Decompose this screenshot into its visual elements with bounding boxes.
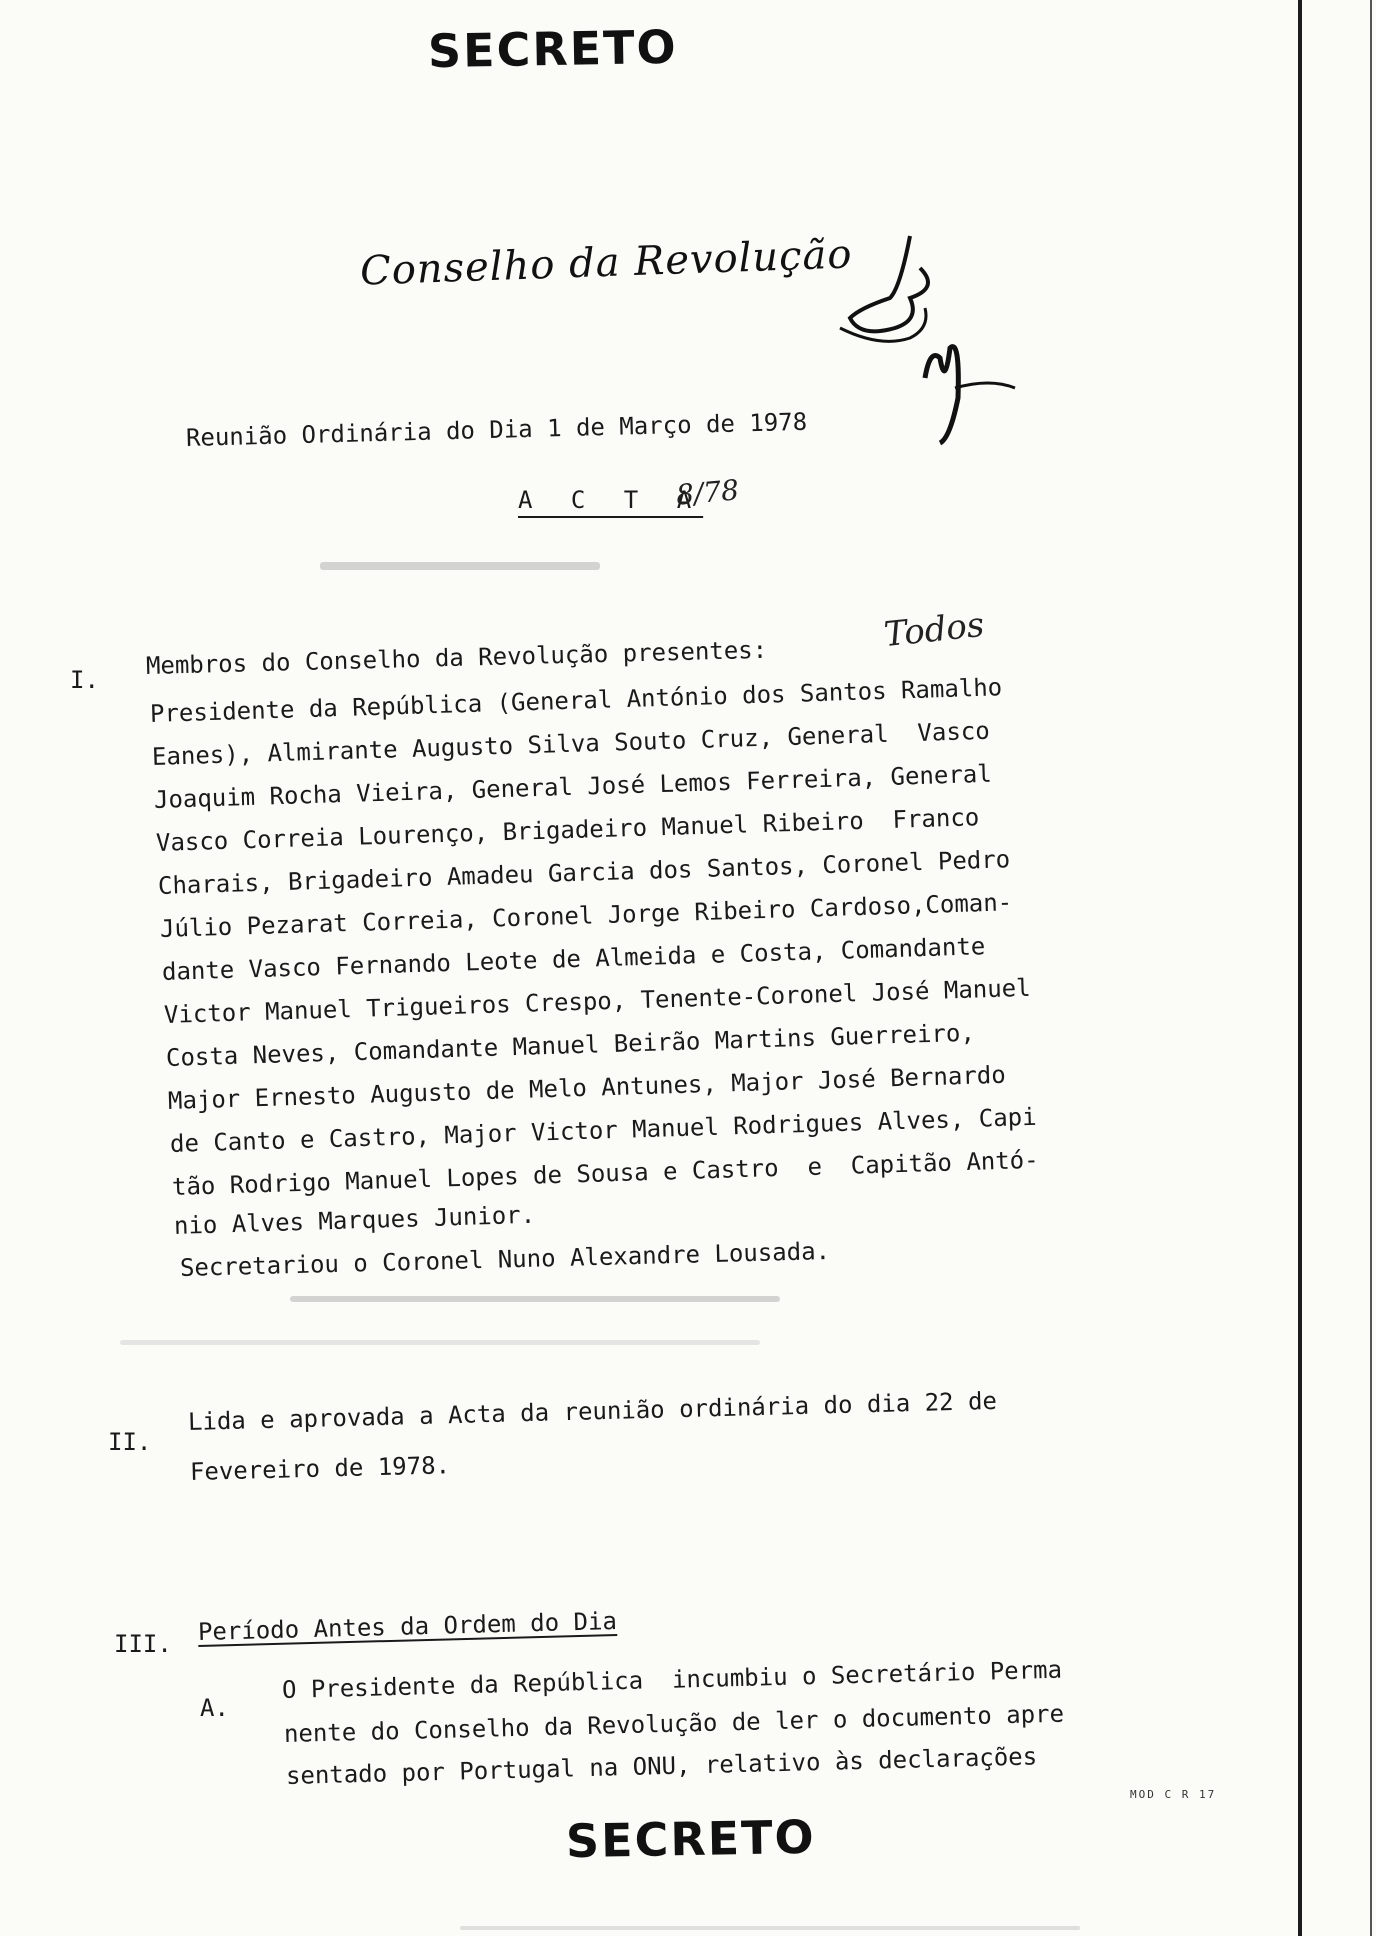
scan-smudge bbox=[120, 1340, 760, 1345]
section-i-line: Eanes), Almirante Augusto Silva Souto Cruz, General Vasco bbox=[151, 716, 991, 771]
section-i-line: nio Alves Marques Junior. bbox=[173, 1200, 536, 1240]
section-i-line: tão Rodrigo Manuel Lopes de Sousa e Castro e Capitão Antó- bbox=[171, 1145, 1039, 1201]
item-a-line: nente do Conselho da Revolução de ler o documento apre bbox=[283, 1699, 1065, 1748]
section-i-line: Major Ernesto Augusto de Melo Antunes, Major José Bernardo bbox=[167, 1060, 1007, 1115]
page-edge-fine-line bbox=[1370, 0, 1372, 1936]
section-i-line: dante Vasco Fernando Leote de Almeida e Costa, Comandante bbox=[161, 932, 986, 986]
scan-smudge bbox=[290, 1296, 780, 1302]
section-ii-line: Fevereiro de 1978. bbox=[189, 1451, 451, 1486]
form-code: MOD C R 17 bbox=[1130, 1788, 1217, 1801]
page-edge-line bbox=[1298, 0, 1302, 1936]
scan-smudge bbox=[460, 1926, 1080, 1930]
section-ii-number: II. bbox=[108, 1428, 152, 1456]
secret-stamp-top: SECRETO bbox=[427, 19, 679, 79]
section-i-number: I. bbox=[70, 666, 99, 694]
section-i-line: Charais, Brigadeiro Amadeu Garcia dos Santos, Coronel Pedro bbox=[157, 845, 1011, 900]
acta-handwritten-number: 8/78 bbox=[674, 473, 741, 512]
section-i-line: Costa Neves, Comandante Manuel Beirão Martins Guerreiro, bbox=[165, 1018, 976, 1072]
handwritten-initials-signature bbox=[800, 228, 1030, 458]
section-i-line: Victor Manuel Trigueiros Crespo, Tenente-Coronel José Manuel bbox=[163, 973, 1031, 1029]
letterhead: Conselho da Revolução bbox=[359, 231, 854, 295]
section-i-heading: Membros do Conselho da Revolução presentes: bbox=[145, 635, 768, 680]
scan-smudge bbox=[320, 562, 600, 570]
section-i-line: Júlio Pezarat Correia, Coronel Jorge Ribeiro Cardoso,Coman- bbox=[159, 888, 1013, 943]
section-i-line: Presidente da República (General António dos Santos Ramalho bbox=[149, 673, 1003, 728]
section-i-line: de Canto e Castro, Major Victor Manuel Rodrigues Alves, Capi bbox=[169, 1102, 1037, 1158]
acta-title: A C T A bbox=[518, 486, 704, 514]
section-iii-number: III. bbox=[114, 1630, 172, 1658]
item-a-line: sentado por Portugal na ONU, relativo às declarações bbox=[285, 1742, 1038, 1790]
item-a-line: O Presidente da República incumbiu o Secretário Perma bbox=[281, 1655, 1063, 1704]
section-i-secretary: Secretariou o Coronel Nuno Alexandre Lousada. bbox=[179, 1236, 831, 1282]
section-iii-heading: Período Antes da Ordem do Dia bbox=[197, 1607, 618, 1646]
secret-stamp-bottom: SECRETO bbox=[565, 1809, 817, 1869]
handwritten-note-todos: Todos bbox=[882, 604, 987, 656]
section-i-line: Joaquim Rocha Vieira, General José Lemos Ferreira, General bbox=[153, 759, 993, 814]
section-ii-line: Lida e aprovada a Acta da reunião ordinária do dia 22 de bbox=[187, 1386, 998, 1436]
meeting-line: Reunião Ordinária do Dia 1 de Março de 1978 bbox=[185, 407, 808, 452]
section-i-line: Vasco Correia Lourenço, Brigadeiro Manuel Ribeiro Franco bbox=[155, 803, 980, 857]
item-a-label: A. bbox=[200, 1694, 229, 1722]
